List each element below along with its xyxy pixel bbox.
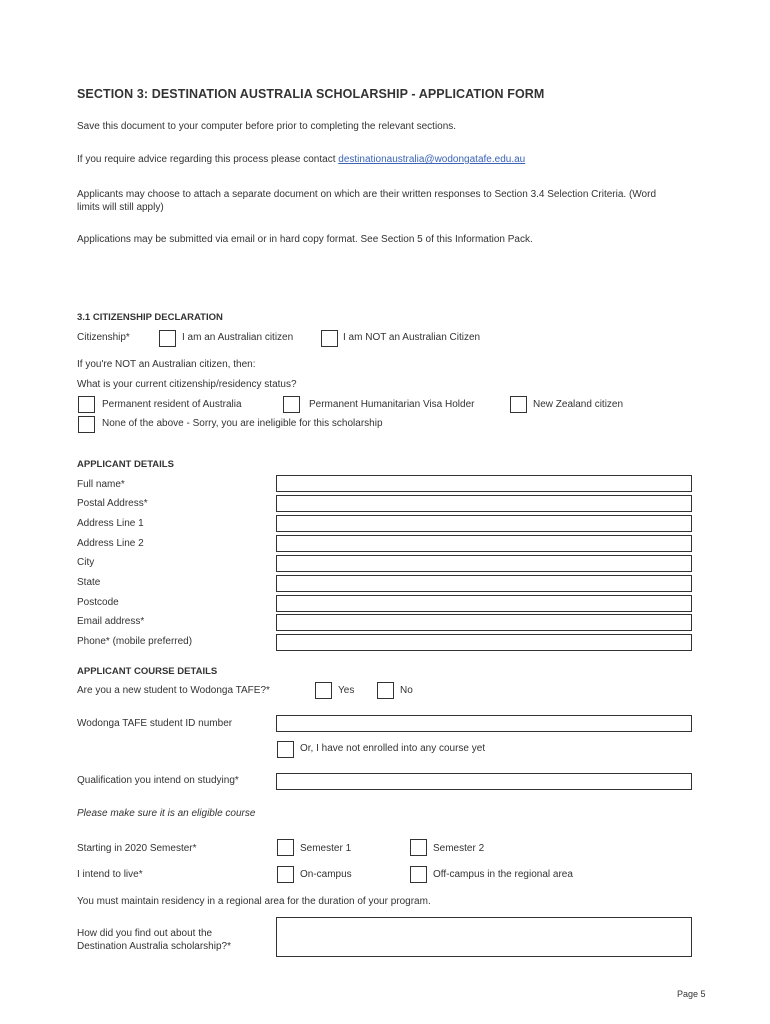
address-line-1-field[interactable] — [276, 515, 692, 532]
state-label: State — [77, 577, 101, 588]
off-campus-label: Off-campus in the regional area — [433, 869, 573, 880]
intro-attach-note: Applicants may choose to attach a separate document on which are their written responses to Section 3.4 Selection Criteria. (Word limits will still apply) — [77, 189, 657, 213]
not-enrolled-label: Or, I have not enrolled into any course yet — [300, 743, 486, 754]
address-line-2-label: Address Line 2 — [77, 538, 144, 549]
qualification-label: Qualification you intend on studying* — [77, 775, 239, 786]
not-enrolled-checkbox[interactable] — [277, 741, 294, 758]
course-details-heading: APPLICANT COURSE DETAILS — [77, 666, 218, 677]
if-not-citizen-note: If you're NOT an Australian citizen, then: — [77, 359, 256, 370]
residency-note: You must maintain residency in a regional area for the duration of your program. — [77, 896, 431, 907]
eligible-course-note: Please make sure it is an eligible course — [77, 808, 256, 819]
none-of-above-checkbox[interactable] — [78, 416, 95, 433]
off-campus-checkbox[interactable] — [410, 866, 427, 883]
full-name-field[interactable] — [276, 475, 692, 492]
contact-email-link[interactable]: destinationaustralia@wodongatafe.edu.au — [338, 154, 526, 165]
citizenship-label: Citizenship* — [77, 332, 130, 343]
qualification-field[interactable] — [276, 773, 692, 790]
semester-2-checkbox[interactable] — [410, 839, 427, 856]
address-line-1-label: Address Line 1 — [77, 518, 144, 529]
city-label: City — [77, 557, 95, 568]
email-field[interactable] — [276, 614, 692, 631]
residency-status-question: What is your current citizenship/residency status? — [77, 379, 297, 390]
new-student-question: Are you a new student to Wodonga TAFE?* — [77, 685, 270, 696]
australian-citizen-label: I am an Australian citizen — [182, 332, 294, 343]
humanitarian-visa-checkbox[interactable] — [283, 396, 300, 413]
postcode-field[interactable] — [276, 595, 692, 612]
citizenship-heading: 3.1 CITIZENSHIP DECLARATION — [77, 312, 223, 323]
semester-1-label: Semester 1 — [300, 843, 352, 854]
new-zealand-citizen-checkbox[interactable] — [510, 396, 527, 413]
on-campus-checkbox[interactable] — [277, 866, 294, 883]
intro-contact-text: If you require advice regarding this process please contact — [77, 154, 339, 165]
postal-address-field[interactable] — [276, 495, 692, 512]
find-out-label-line-2: Destination Australia scholarship?* — [77, 941, 231, 952]
page-number: Page 5 — [677, 989, 706, 999]
new-student-no-checkbox[interactable] — [377, 682, 394, 699]
full-name-label: Full name* — [77, 479, 125, 490]
new-zealand-citizen-label: New Zealand citizen — [533, 399, 624, 410]
student-id-label: Wodonga TAFE student ID number — [77, 718, 233, 729]
permanent-resident-checkbox[interactable] — [78, 396, 95, 413]
semester-1-checkbox[interactable] — [277, 839, 294, 856]
semester-2-label: Semester 2 — [433, 843, 485, 854]
postal-address-label: Postal Address* — [77, 498, 148, 509]
applicant-details-heading: APPLICANT DETAILS — [77, 459, 174, 470]
address-line-2-field[interactable] — [276, 535, 692, 552]
find-out-label-line-1: How did you find out about the — [77, 928, 213, 939]
permanent-resident-label: Permanent resident of Australia — [102, 399, 242, 410]
phone-field[interactable] — [276, 634, 692, 651]
semester-question: Starting in 2020 Semester* — [77, 843, 197, 854]
on-campus-label: On-campus — [300, 869, 352, 880]
humanitarian-visa-label: Permanent Humanitarian Visa Holder — [309, 399, 475, 410]
student-id-field[interactable] — [276, 715, 692, 732]
phone-label: Phone* (mobile preferred) — [77, 636, 193, 647]
live-question: I intend to live* — [77, 869, 143, 880]
not-australian-citizen-checkbox[interactable] — [321, 330, 338, 347]
intro-submit-note: Applications may be submitted via email or in hard copy format. See Section 5 of this Information Pack. — [77, 234, 533, 245]
state-field[interactable] — [276, 575, 692, 592]
new-student-no-label: No — [400, 685, 413, 696]
postcode-label: Postcode — [77, 597, 119, 608]
intro-contact — [77, 154, 525, 165]
intro-save-note: Save this document to your computer before prior to completing the relevant sections. — [77, 121, 457, 132]
new-student-yes-label: Yes — [338, 685, 355, 696]
not-australian-citizen-label: I am NOT an Australian Citizen — [343, 332, 481, 343]
page-title: SECTION 3: DESTINATION AUSTRALIA SCHOLARSHIP - APPLICATION FORM — [77, 87, 545, 101]
email-label: Email address* — [77, 616, 145, 627]
find-out-field[interactable] — [276, 917, 692, 957]
none-of-above-label: None of the above - Sorry, you are ineligible for this scholarship — [102, 418, 383, 429]
city-field[interactable] — [276, 555, 692, 572]
australian-citizen-checkbox[interactable] — [159, 330, 176, 347]
new-student-yes-checkbox[interactable] — [315, 682, 332, 699]
